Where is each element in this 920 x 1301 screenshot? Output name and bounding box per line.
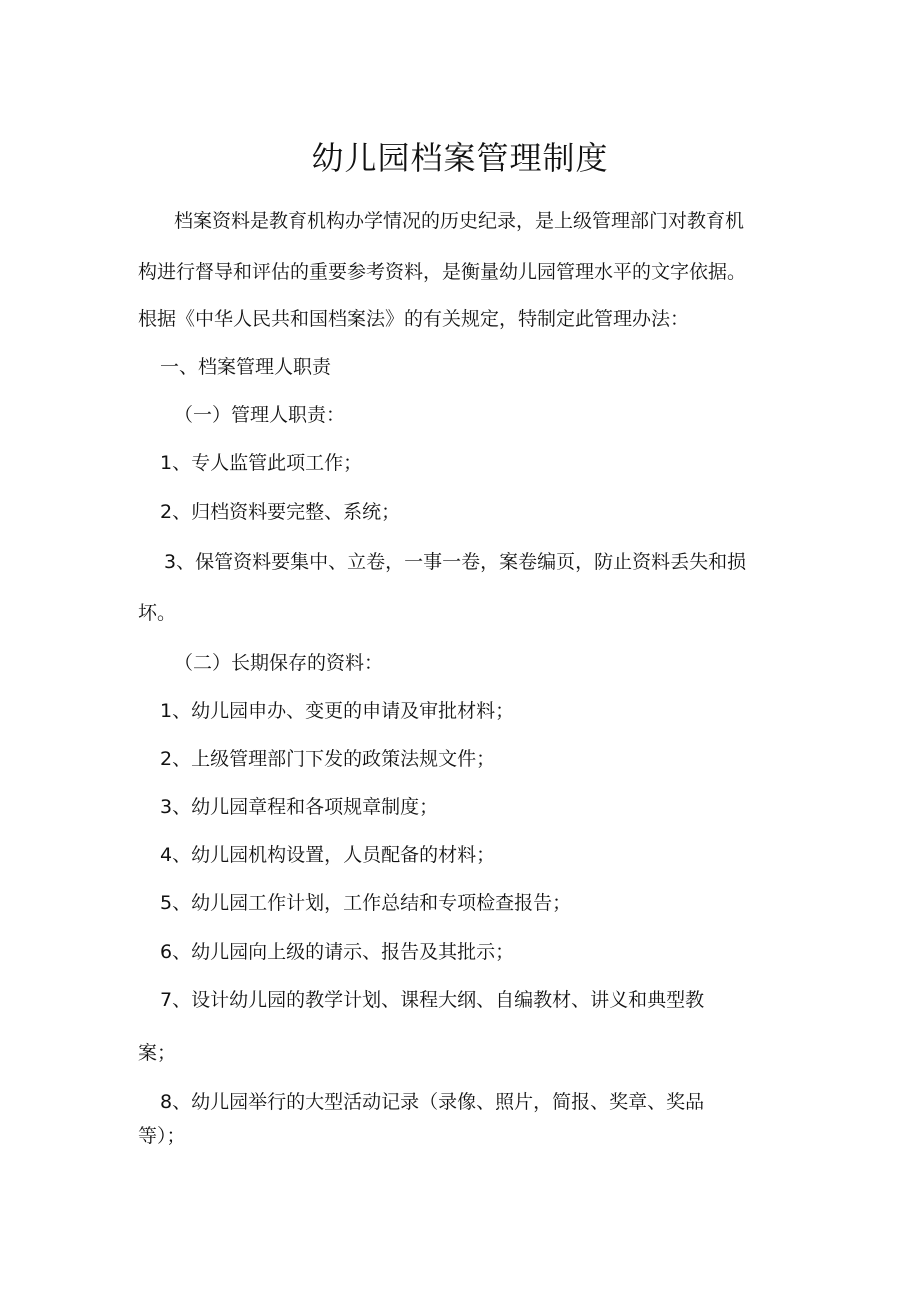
intro-line-2: 构进行督导和评估的重要参考资料，是衡量幼儿园管理水平的文字依据。 [138, 261, 747, 283]
list-item: 3、保管资料要集中、立卷，一事一卷，案卷编页，防止资料丢失和损 [164, 551, 747, 573]
list-item: 2、归档资料要完整、系统； [160, 501, 401, 523]
list-item: 3、幼儿园章程和各项规章制度； [160, 796, 439, 818]
list-item-continuation: 案； [138, 1042, 177, 1064]
list-item: 2、上级管理部门下发的政策法规文件； [160, 748, 496, 770]
list-item-continuation: 等）； [138, 1125, 186, 1147]
list-item: 4、幼儿园机构设置，人员配备的材料； [160, 844, 496, 866]
subsection-heading-2: （二）长期保存的资料： [174, 652, 384, 674]
list-item: 6、幼儿园向上级的请示、报告及其批示； [160, 941, 515, 963]
list-item: 5、幼儿园工作计划，工作总结和专项检查报告； [160, 892, 572, 914]
subsection-heading-1: （一）管理人职责： [174, 404, 346, 426]
list-item: 1、幼儿园申办、变更的申请及审批材料； [160, 700, 515, 722]
document-title: 幼儿园档案管理制度 [311, 139, 609, 177]
intro-line-3: 根据《中华人民共和国档案法》的有关规定，特制定此管理办法： [138, 308, 690, 330]
intro-line-1: 档案资料是教育机构办学情况的历史纪录，是上级管理部门对教育机 [174, 210, 745, 232]
list-item: 1、专人监管此项工作； [160, 452, 363, 474]
list-item-continuation: 坏。 [138, 602, 177, 624]
section-heading-1: 一、档案管理人职责 [160, 356, 332, 378]
list-item: 7、设计幼儿园的教学计划、课程大纲、自编教材、讲义和典型教 [160, 989, 705, 1011]
list-item: 8、幼儿园举行的大型活动记录（录像、照片，简报、奖章、奖品 [160, 1091, 705, 1113]
